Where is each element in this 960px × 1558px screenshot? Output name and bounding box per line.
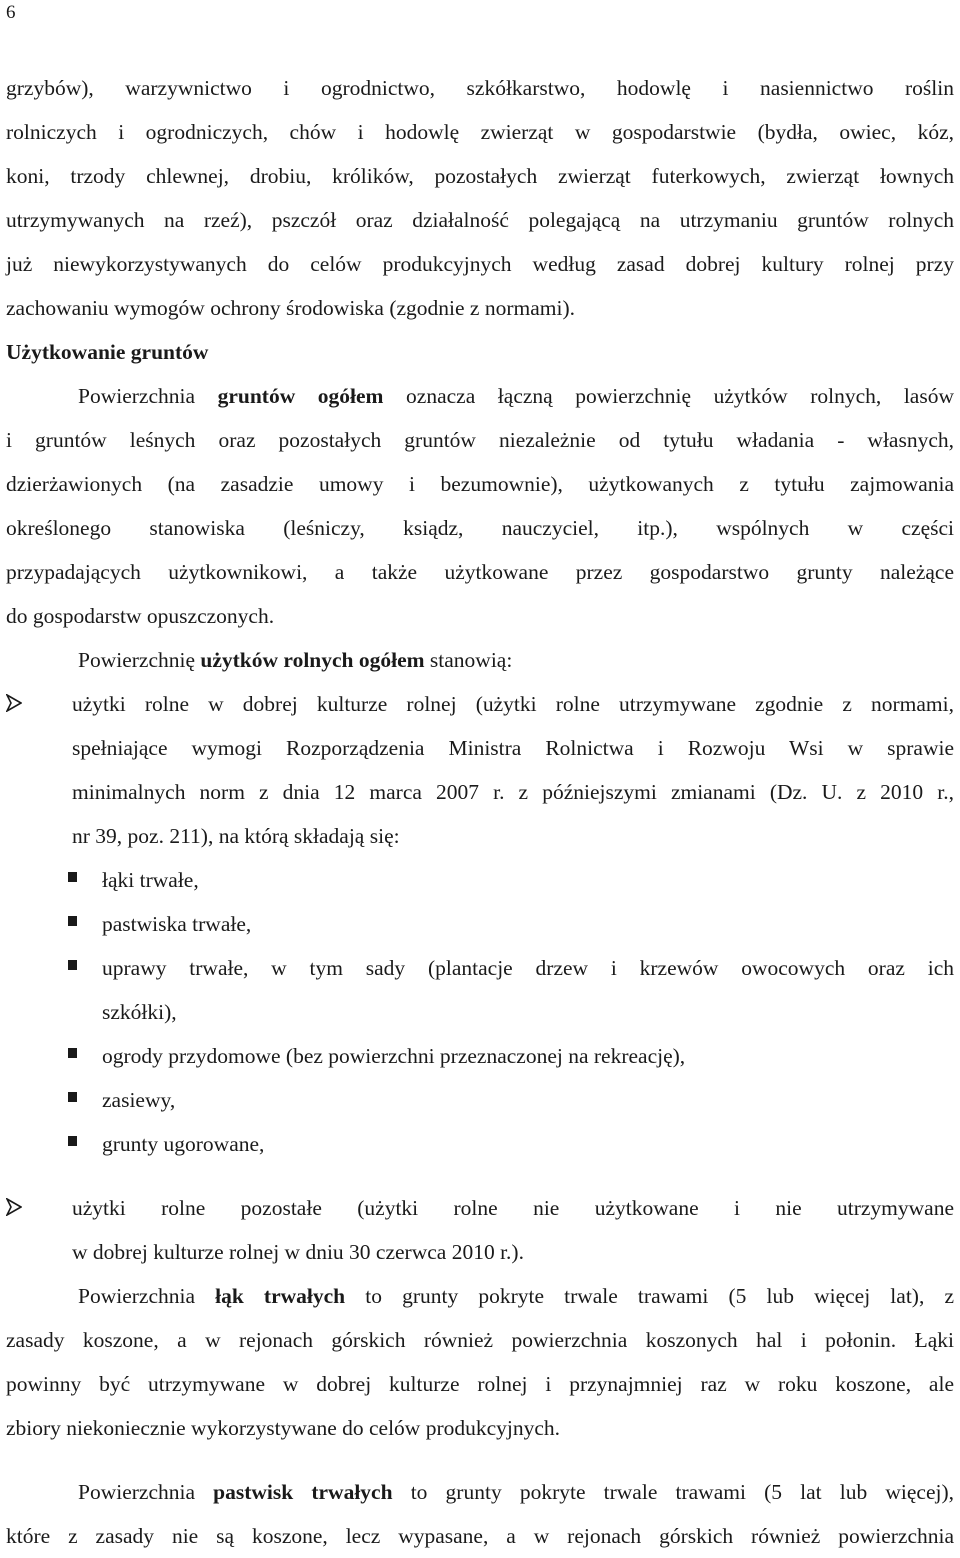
- spacer: [6, 1450, 954, 1470]
- bold-term: użytków rolnych ogółem: [200, 648, 425, 672]
- text-run: zasiewy,: [102, 1088, 176, 1112]
- text-line: dzierżawionych (na zasadzie umowy i bezumownie), użytkowanych z tytułu zajmowania: [6, 472, 954, 496]
- text-line: zasady koszone, a w rejonach górskich również powierzchnia koszonych hal i połonin. Łąki: [6, 1328, 954, 1352]
- bold-term: łąk trwałych: [215, 1284, 346, 1308]
- page-number: 6: [6, 2, 16, 23]
- document-page: [6, 66, 954, 1558]
- bold-term: gruntów ogółem: [217, 384, 384, 408]
- text-run: Powierzchnia: [78, 384, 218, 408]
- paragraph-pastwiska-trwale: [6, 1470, 954, 1558]
- text-line: grzybów), warzywnictwo i ogrodnictwo, szkółkarstwo, hodowlę i nasiennictwo roślin: [6, 76, 954, 100]
- text-run: Powierzchnia: [78, 1284, 216, 1308]
- square-bullet-icon: [68, 946, 77, 970]
- text-line: rolniczych i ogrodniczych, chów i hodowlę zwierząt w gospodarstwie (bydła, owiec, kóz,: [6, 120, 954, 144]
- text-line: określonego stanowiska (leśniczy, ksiądz, nauczyciel, itp.), wspólnych w części: [6, 516, 954, 540]
- text-line: [6, 1470, 954, 1514]
- list-item: [6, 1034, 954, 1078]
- text-run: uprawy trwałe, w tym sady (plantacje drzew i krzewów owocowych oraz ich: [102, 956, 954, 980]
- text-line: w dobrej kulturze rolnej w dniu 30 czerwca 2010 r.).: [72, 1240, 524, 1264]
- paragraph-uzytki-rolne: [6, 638, 954, 682]
- text-run: to grunty pokryte trwale trawami (5 lat lub więcej),: [392, 1480, 955, 1504]
- list-item-pozostale: [6, 1186, 954, 1274]
- text-line: spełniające wymogi Rozporządzenia Ministra Rolnictwa i Rozwoju Wsi w sprawie: [72, 736, 954, 760]
- list-item: [6, 946, 954, 990]
- sublist: [6, 858, 954, 1166]
- text-line: zachowaniu wymogów ochrony środowiska (zgodnie z normami).: [6, 296, 576, 320]
- text-line: i gruntów leśnych oraz pozostałych gruntów niezależnie od tytułu władania - własnych,: [6, 428, 954, 452]
- spacer: [6, 1166, 954, 1186]
- square-bullet-icon: [68, 1122, 77, 1146]
- square-bullet-icon: [68, 1078, 77, 1102]
- text-run: Powierzchnia: [78, 1480, 214, 1504]
- text-line: [6, 682, 954, 726]
- text-line: [6, 374, 954, 418]
- text-line: szkółki),: [102, 1000, 177, 1024]
- bold-term: pastwisk trwałych: [213, 1480, 393, 1504]
- list-item: [6, 1078, 954, 1122]
- text-run: oznacza łączną powierzchnię użytków rolnych, lasów: [383, 384, 954, 408]
- text-run: pastwiska trwałe,: [102, 912, 252, 936]
- text-line: nr 39, poz. 211), na którą składają się:: [72, 824, 400, 848]
- text-line: powinny być utrzymywane w dobrej kulturze rolnej i przynajmniej raz w roku koszone, ale: [6, 1372, 954, 1396]
- text-run: użytki rolne pozostałe (użytki rolne nie użytkowane i nie utrzymywane: [72, 1196, 954, 1220]
- square-bullet-icon: [68, 1034, 77, 1058]
- text-line: utrzymywanych na rzeź), pszczół oraz działalność polegającą na utrzymaniu gruntów rolnych: [6, 208, 954, 232]
- square-bullet-icon: [68, 902, 77, 926]
- text-run: to grunty pokryte trwale trawami (5 lub więcej lat), z: [345, 1284, 954, 1308]
- list-item: [6, 858, 954, 902]
- text-run: użytki rolne w dobrej kulturze rolnej (użytki rolne utrzymywane zgodnie z normami,: [72, 692, 954, 716]
- intro-paragraph: [6, 66, 954, 330]
- list-item: [6, 902, 954, 946]
- text-line: które z zasady nie są koszone, lecz wypasane, a w rejonach górskich również powierzchnia: [6, 1524, 954, 1548]
- text-run: ogrody przydomowe (bez powierzchni przeznaczonej na rekreację),: [102, 1044, 686, 1068]
- text-line: [6, 1274, 954, 1318]
- text-line: [6, 1186, 954, 1230]
- text-line: do gospodarstw opuszczonych.: [6, 604, 275, 628]
- text-line: koni, trzody chlewnej, drobiu, królików, pozostałych zwierząt futerkowych, zwierząt łownych: [6, 164, 954, 188]
- text-line: zbiory niekoniecznie wykorzystywane do celów produkcyjnych.: [6, 1416, 561, 1440]
- paragraph-laki-trwale: [6, 1274, 954, 1450]
- arrow-bullet-icon: [6, 682, 66, 712]
- text-run: stanowią:: [424, 648, 513, 672]
- text-run: łąki trwałe,: [102, 868, 199, 892]
- arrow-bullet-icon: [6, 1186, 66, 1216]
- section-heading: Użytkowanie gruntów: [6, 340, 209, 364]
- text-run: grunty ugorowane,: [102, 1132, 265, 1156]
- text-line: przypadających użytkownikowi, a także użytkowane przez gospodarstwo grunty należące: [6, 560, 954, 584]
- text-run: Powierzchnię: [78, 648, 201, 672]
- paragraph-grunty-ogolem: [6, 374, 954, 638]
- text-line: już niewykorzystywanych do celów produkcyjnych według zasad dobrej kultury rolnej przy: [6, 252, 954, 276]
- list-item-dobra-kultura: [6, 682, 954, 858]
- list-item: [6, 1122, 954, 1166]
- text-line: minimalnych norm z dnia 12 marca 2007 r. z późniejszymi zmianami (Dz. U. z 2010 r.,: [72, 780, 954, 804]
- square-bullet-icon: [68, 858, 77, 882]
